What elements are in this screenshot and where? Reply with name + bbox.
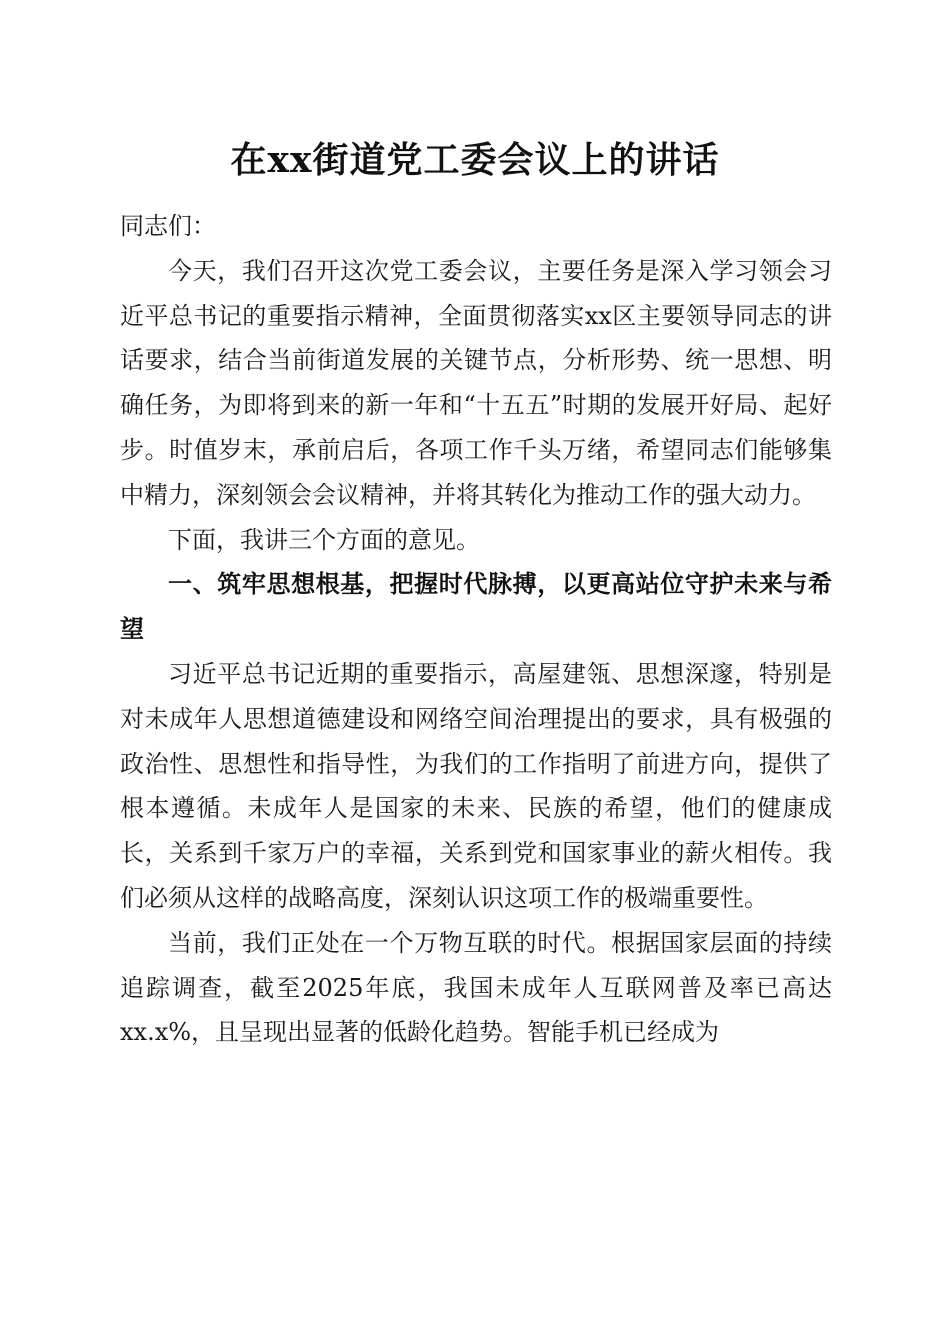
document-title: 在xx街道党工委会议上的讲话 xyxy=(230,139,720,181)
paragraph-intro: 今天，我们召开这次党工委会议，主要任务是深入学习领会习近平总书记的重要指示精神，全面贯彻落实xx区主要领导同志的讲话要求，结合当前街道发展的关键节点，分析形势、统一思想、明确任务，为即将到来的新一年和“十五五”时期的发展开好局、起好步。时值岁末，承前启后，各项工作千头万绪，希望同志们能够集中精力，深刻领会会议精神，并将其转化为推动工作的强大动力。 xyxy=(120,256,832,509)
paragraph-transition: 下面，我讲三个方面的意见。 xyxy=(168,525,480,554)
section-1-paragraph-2: 当前，我们正处在一个万物互联的时代。根据国家层面的持续追踪调查，截至2025年底，我国未成年人互联网普及率已高达xx.x%，且呈现出显著的低龄化趋势。智能手机已经成为 xyxy=(120,928,832,1047)
document-body xyxy=(120,204,832,1055)
salutation: 同志们： xyxy=(120,212,216,240)
section-heading-1: 一、筑牢思想根基，把握时代脉搏，以更高站位守护未来与希望 xyxy=(120,570,832,644)
section-1-paragraph-1: 习近平总书记近期的重要指示，高屋建瓴、思想深邃，特别是对未成年人思想道德建设和网络空间治理提出的要求，具有极强的政治性、思想性和指导性，为我们的工作指明了前进方向，提供了根本遵循。未成年人是国家的未来、民族的希望，他们的健康成长，关系到千家万户的幸福，关系到党和国家事业的薪火相传。我们必须从这样的战略高度，深刻认识这项工作的极端重要性。 xyxy=(120,659,832,912)
